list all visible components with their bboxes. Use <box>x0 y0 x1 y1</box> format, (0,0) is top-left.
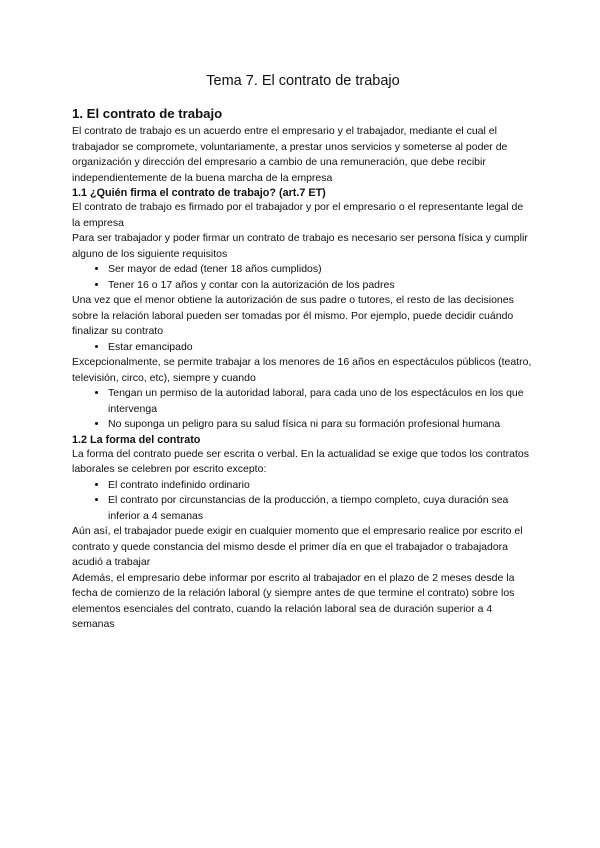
section-1-1-paragraph-1: El contrato de trabajo es firmado por el trabajador y por el empresario o el representante legal de la empresa <box>72 201 524 229</box>
section-1-2-paragraph-1: La forma del contrato puede ser escrita o verbal. En la actualidad se exige que todos los contratos laborales se celebren por escrito excepto: <box>72 447 530 475</box>
section-1-intro: El contrato de trabajo es un acuerdo entre el empresario y el trabajador, mediante el cual el trabajador se compromete, voluntariamente, a prestar unos servicios y someterse al poder de organización y dirección del empresario a cambio de una remuneración, que debe recibir independientemente de la buena marcha de la empresa <box>72 125 508 184</box>
section-1-1-paragraph-4: Excepcionalmente, se permite trabajar a los menores de 16 años en espectáculos públicos (teatro, televisión, circo, etc), siempre y cuando <box>72 356 532 384</box>
section-1-2-paragraph-3: Además, el empresario debe informar por escrito al trabajador en el plazo de 2 meses desde la fecha de comienzo de la relación laboral (y siempre antes de que termine el contrato) sobre los elementos esenciales del contrato, cuando la relación laboral sea de duración superior a 4 semanas <box>72 571 515 630</box>
list-item: • No suponga un peligro para su salud física ni para su formación profesional humana <box>108 417 534 433</box>
section-1-1-paragraph-3: Una vez que el menor obtiene la autorización de sus padre o tutores, el resto de las decisiones sobre la relación laboral pueden ser tomadas por él mismo. Por ejemplo, puede decidir cuándo finalizar su contrato <box>72 294 514 337</box>
requirements-list <box>72 262 534 293</box>
exception-conditions-list <box>72 386 534 433</box>
written-exceptions-list <box>72 478 534 525</box>
list-item: • Tengan un permiso de la autoridad laboral, para cada uno de los espectáculos en los que intervenga <box>108 386 534 417</box>
list-item: • Ser mayor de edad (tener 18 años cumplidos) <box>108 262 534 278</box>
list-item: • El contrato indefinido ordinario <box>108 478 534 494</box>
section-1-2-paragraph-2: Aún así, el trabajador puede exigir en cualquier momento que el empresario realice por escrito el contrato y quede constancia del mismo desde el primer día en que el trabajador o trabajadora acudió a trabajar <box>72 525 523 568</box>
document-title: Tema 7. El contrato de trabajo <box>206 73 400 89</box>
section-1-1-paragraph-2: Para ser trabajador y poder firmar un contrato de trabajo es necesario ser persona física y cumplir alguno de los siguiente requisitos <box>72 232 528 260</box>
section-1-1-heading: 1.1 ¿Quién firma el contrato de trabajo? (art.7 ET) <box>72 187 326 199</box>
list-item: • Estar emancipado <box>108 340 534 356</box>
list-item: • Tener 16 o 17 años y contar con la autorización de los padres <box>108 278 534 294</box>
list-item: • El contrato por circunstancias de la producción, a tiempo completo, cuya duración sea inferior a 4 semanas <box>108 493 534 524</box>
section-1-2-heading: 1.2 La forma del contrato <box>72 433 201 446</box>
document-body <box>72 72 534 633</box>
emancipation-list <box>72 340 534 356</box>
section-1-heading: 1. El contrato de trabajo <box>72 106 223 121</box>
